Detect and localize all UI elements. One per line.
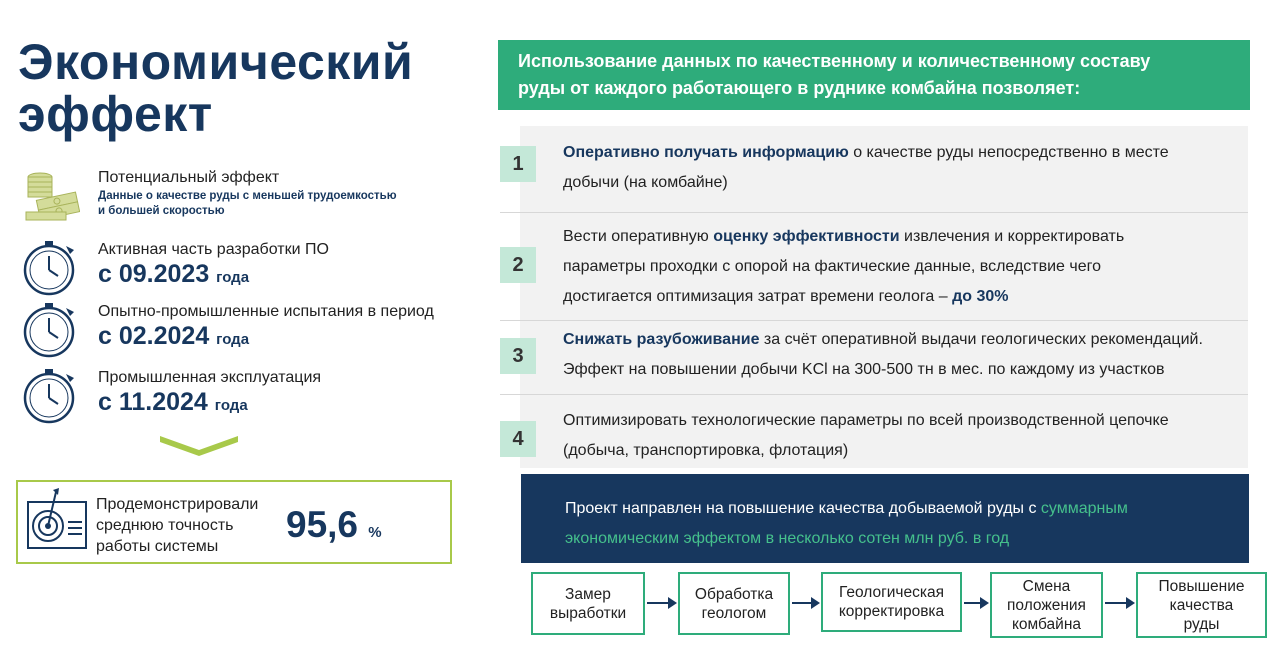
accuracy-label bbox=[96, 494, 276, 557]
item-text-part: о качестве руды непосредственно в месте bbox=[848, 144, 1169, 161]
stage-date-suffix: года bbox=[216, 269, 250, 286]
accuracy-label-line-3: работы системы bbox=[96, 538, 219, 555]
item-line bbox=[563, 325, 1243, 355]
item-line bbox=[563, 138, 1243, 168]
stage-date-value: с 09.2023 bbox=[98, 260, 210, 288]
header-line-2: руды от каждого работающего в руднике комбайна позволяет: bbox=[518, 78, 1081, 98]
stage-date-value: с 11.2024 bbox=[98, 388, 208, 416]
benefit-item bbox=[563, 406, 1243, 466]
item-line: Эффект на повышении добычи KCl на 300-500 тн в мес. по каждому из участков bbox=[563, 361, 1165, 378]
item-line bbox=[563, 282, 1243, 312]
stage-date-suffix: года bbox=[214, 397, 248, 414]
title-line-2: эффект bbox=[18, 86, 213, 142]
item-line bbox=[563, 222, 1243, 252]
item-text-part: достигается оптимизация затрат времени геолога – bbox=[563, 288, 953, 305]
flow-step-line: Геологическая bbox=[839, 584, 944, 601]
item-line: добычи (на комбайне) bbox=[563, 174, 728, 191]
chevron-down-icon bbox=[160, 436, 238, 456]
item-number: 4 bbox=[500, 421, 536, 457]
item-text-part: Вести оперативную bbox=[563, 228, 714, 245]
benefit-item bbox=[563, 325, 1243, 385]
accuracy-label-line-2: среднюю точность bbox=[96, 517, 234, 534]
stage-date bbox=[98, 321, 478, 355]
flow-arrow bbox=[964, 602, 987, 604]
potential-sub-line-1: Данные о качестве руды с меньшей трудоемкостью bbox=[98, 190, 397, 202]
item-highlight: Оперативно получать информацию bbox=[563, 144, 849, 161]
flow-arrow bbox=[647, 602, 675, 604]
money-stack-icon bbox=[22, 168, 80, 226]
stopwatch-icon bbox=[22, 368, 80, 426]
flow-step-line: Обработка bbox=[694, 585, 774, 603]
benefit-item bbox=[563, 138, 1243, 198]
flow-step-line: Повышение bbox=[1158, 577, 1245, 595]
flow-step-line: геологом bbox=[701, 604, 767, 622]
summary-line-1 bbox=[565, 494, 1205, 524]
summary-highlight: суммарным bbox=[1040, 500, 1128, 517]
flow-step bbox=[990, 572, 1103, 638]
stopwatch-icon bbox=[22, 240, 80, 298]
flow-arrow bbox=[792, 602, 818, 604]
summary-text: Проект направлен на повышение качества добываемой руды с bbox=[565, 500, 1041, 517]
item-highlight: Снижать разубоживание bbox=[563, 331, 760, 348]
item-line: параметры проходки с опорой на фактические данные, вследствие чего bbox=[563, 258, 1102, 275]
divider bbox=[500, 394, 1248, 395]
potential-sub bbox=[98, 189, 478, 219]
item-highlight: до 30% bbox=[952, 288, 1009, 305]
benefit-item bbox=[563, 222, 1243, 312]
item-line: (добыча, транспортировка, флотация) bbox=[563, 442, 849, 459]
item-text-part: извлечения и корректировать bbox=[899, 228, 1125, 245]
item-highlight: оценку эффективности bbox=[713, 228, 900, 245]
header-line-1: Использование данных по качественному и количественному составу bbox=[518, 51, 1151, 71]
flow-arrow bbox=[1105, 602, 1133, 604]
divider bbox=[500, 212, 1248, 213]
summary-line-2: экономическим эффектом в несколько сотен млн руб. в год bbox=[565, 530, 1010, 547]
flow-step-line: Смена bbox=[1022, 577, 1071, 595]
stage-date bbox=[98, 259, 478, 293]
flow-step bbox=[1136, 572, 1267, 638]
flow-step-line: положения bbox=[1007, 596, 1086, 614]
flow-step bbox=[821, 572, 962, 632]
stage-label: Промышленная эксплуатация bbox=[98, 369, 322, 386]
target-icon bbox=[26, 488, 90, 554]
page-title bbox=[18, 36, 413, 140]
item-text-part: за счёт оперативной выдачи геологических рекомендаций. bbox=[759, 331, 1203, 348]
stage-label: Опытно-промышленные испытания в период bbox=[98, 303, 434, 320]
accuracy-box bbox=[16, 480, 452, 564]
stage-date bbox=[98, 387, 478, 421]
stage-label: Активная часть разработки ПО bbox=[98, 241, 329, 258]
flow-step-line: выработки bbox=[549, 604, 627, 622]
potential-sub-line-2: и большей скоростью bbox=[98, 205, 225, 217]
summary-box bbox=[521, 474, 1249, 563]
stopwatch-icon bbox=[22, 302, 80, 360]
accuracy-unit: % bbox=[368, 524, 382, 541]
flow-step-line: комбайна bbox=[1011, 615, 1082, 633]
item-line: Оптимизировать технологические параметры по всей производственной цепочке bbox=[563, 412, 1169, 429]
accuracy-value bbox=[286, 504, 382, 546]
stage-date-suffix: года bbox=[216, 331, 250, 348]
item-number: 3 bbox=[500, 338, 536, 374]
benefits-header bbox=[498, 40, 1250, 110]
flow-step-line: корректировка bbox=[838, 603, 945, 620]
potential-label: Потенциальный эффект bbox=[98, 169, 280, 186]
flow-step-line: Замер bbox=[565, 585, 611, 603]
flow-step bbox=[531, 572, 645, 635]
title-line-1: Экономический bbox=[18, 34, 414, 90]
item-number: 1 bbox=[500, 146, 536, 182]
flow-step-line: качества bbox=[1169, 596, 1234, 614]
item-number: 2 bbox=[500, 247, 536, 283]
divider bbox=[500, 320, 1248, 321]
flow-step bbox=[678, 572, 790, 635]
flow-step-line: руды bbox=[1183, 615, 1220, 633]
accuracy-number: 95,6 bbox=[286, 504, 359, 545]
accuracy-label-line-1: Продемонстрировали bbox=[96, 496, 259, 513]
stage-date-value: с 02.2024 bbox=[98, 322, 210, 350]
